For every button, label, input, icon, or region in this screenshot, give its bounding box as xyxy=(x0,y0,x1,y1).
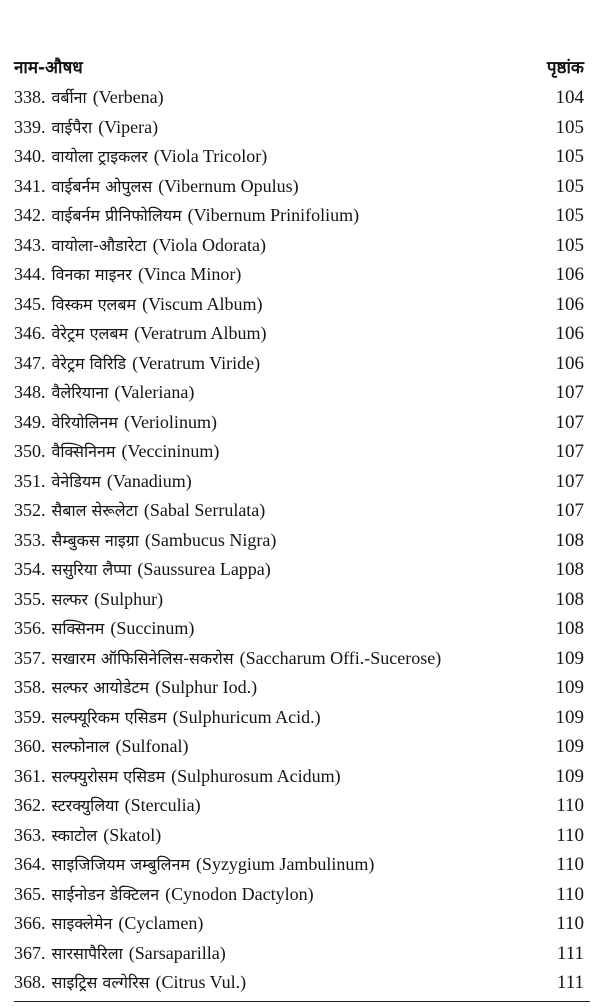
entry-number: 353. xyxy=(14,529,46,550)
entry-latin-name: (Sulfonal) xyxy=(115,736,189,756)
entry-page-number: 106 xyxy=(555,352,584,374)
entry-hindi-name: वैलेरियाना xyxy=(51,383,109,402)
entry-number: 355. xyxy=(14,588,46,609)
entry-number: 344. xyxy=(14,264,46,284)
entry-page-number: 108 xyxy=(555,618,584,639)
entry-page-number: 108 xyxy=(555,588,584,610)
entry-hindi-name: वर्बीना xyxy=(51,88,87,107)
entry-number: 348. xyxy=(14,382,46,402)
entry-hindi-name: सल्फ्यूरिकम एसिडम xyxy=(51,707,167,727)
entry-hindi-name: विस्कम एलबम xyxy=(51,294,137,314)
entry-hindi-name: सैम्बुकस नाइग्रा xyxy=(51,530,139,550)
entry-latin-name: (Saccharum Offi.-Sucerose) xyxy=(239,647,442,668)
index-entry xyxy=(14,614,584,644)
entry-page-number: 109 xyxy=(555,706,584,728)
index-entry xyxy=(14,880,584,910)
index-entry xyxy=(14,231,584,261)
entry-name xyxy=(14,762,341,792)
entry-number: 362. xyxy=(14,795,46,815)
entry-name xyxy=(14,880,314,910)
entry-hindi-name: साइक्लेमेन xyxy=(51,914,113,933)
entry-number: 352. xyxy=(14,500,46,520)
entry-name xyxy=(14,614,194,644)
entry-hindi-name: सल्फर आयोडेटम xyxy=(51,678,150,697)
index-entry xyxy=(14,378,584,408)
entry-number: 367. xyxy=(14,942,46,963)
entry-page-number: 105 xyxy=(555,116,584,138)
entry-page-number: 111 xyxy=(556,972,584,993)
entry-name xyxy=(14,496,265,526)
index-entry xyxy=(14,732,584,762)
entry-name xyxy=(14,585,163,615)
entry-hindi-name: वायोला ट्राइकलर xyxy=(51,147,148,166)
entry-latin-name: (Citrus Vul.) xyxy=(155,972,247,992)
entry-hindi-name: साईनोडन डेक्टिलन xyxy=(51,884,160,904)
entry-number: 341. xyxy=(14,175,46,196)
entry-latin-name: (Veratrum Album) xyxy=(134,323,267,343)
entry-number: 363. xyxy=(14,824,46,845)
entry-hindi-name: ससुरिया लैप्पा xyxy=(51,560,132,579)
index-entry-list xyxy=(14,83,584,998)
index-entry xyxy=(14,83,584,113)
entry-page-number: 110 xyxy=(556,854,584,875)
entry-hindi-name: सक्सिनम xyxy=(51,619,105,638)
entry-page-number: 107 xyxy=(555,382,584,403)
entry-page-number: 105 xyxy=(555,175,584,197)
entry-hindi-name: सखारम ऑफिसिनेलिस-सकरोस xyxy=(51,648,234,668)
index-entry xyxy=(14,408,584,438)
entry-name xyxy=(14,172,299,202)
index-entry xyxy=(14,526,584,556)
index-entry xyxy=(14,319,584,349)
entry-hindi-name: वेरियोलिनम xyxy=(51,412,118,432)
entry-page-number: 111 xyxy=(556,942,584,964)
index-entry xyxy=(14,850,584,880)
entry-latin-name: (Veccininum) xyxy=(121,441,220,461)
entry-number: 340. xyxy=(14,146,46,166)
entry-number: 342. xyxy=(14,205,46,225)
entry-page-number: 108 xyxy=(555,529,584,551)
entry-latin-name: (Viola Odorata) xyxy=(152,234,266,255)
entry-name xyxy=(14,703,321,733)
entry-page-number: 107 xyxy=(555,441,584,462)
entry-hindi-name: सल्फ्युरोसम एसिडम xyxy=(51,766,166,786)
index-entry xyxy=(14,142,584,172)
entry-latin-name: (Veratrum Viride) xyxy=(132,352,261,373)
entry-name xyxy=(14,555,271,585)
entry-name xyxy=(14,201,359,231)
entry-name xyxy=(14,673,257,703)
entry-page-number: 106 xyxy=(555,293,584,315)
entry-hindi-name: सैबाल सेरूलेटा xyxy=(51,501,138,520)
entry-page-number: 110 xyxy=(556,824,584,846)
index-entry xyxy=(14,703,584,733)
entry-page-number: 109 xyxy=(555,647,584,669)
entry-latin-name: (Cynodon Dactylon) xyxy=(165,883,314,904)
entry-latin-name: (Sambucus Nigra) xyxy=(144,529,277,550)
entry-page-number: 106 xyxy=(555,264,584,285)
entry-number: 343. xyxy=(14,234,46,255)
entry-page-number: 104 xyxy=(555,87,584,108)
entry-page-number: 110 xyxy=(556,795,584,816)
entry-number: 339. xyxy=(14,116,46,137)
entry-page-number: 110 xyxy=(556,913,584,934)
entry-name xyxy=(14,260,241,290)
entry-latin-name: (Veriolinum) xyxy=(123,411,217,432)
entry-number: 349. xyxy=(14,411,46,432)
entry-name xyxy=(14,821,161,851)
index-entry xyxy=(14,909,584,939)
entry-name xyxy=(14,968,246,998)
entry-hindi-name: विनका माइनर xyxy=(51,265,132,284)
entry-number: 359. xyxy=(14,706,46,727)
entry-latin-name: (Sarsaparilla) xyxy=(128,942,226,963)
index-entry xyxy=(14,555,584,585)
entry-hindi-name: वाईबर्नम प्रीनिफोलियम xyxy=(51,206,182,225)
entry-latin-name: (Viscum Album) xyxy=(142,293,263,314)
entry-latin-name: (Sulphur) xyxy=(94,588,164,609)
entry-name xyxy=(14,850,374,880)
index-entry xyxy=(14,821,584,851)
entry-name xyxy=(14,319,267,349)
index-entry xyxy=(14,791,584,821)
entry-page-number: 107 xyxy=(555,411,584,433)
index-header xyxy=(14,52,584,80)
entry-latin-name: (Vibernum Prinifolium) xyxy=(187,205,360,225)
entry-name xyxy=(14,909,203,939)
entry-hindi-name: सल्फोनाल xyxy=(51,737,110,756)
entry-hindi-name: साइजिजियम जम्बुलिनम xyxy=(51,855,190,874)
entry-name xyxy=(14,467,192,497)
index-entry xyxy=(14,113,584,143)
entry-latin-name: (Viola Tricolor) xyxy=(153,146,268,166)
entry-name xyxy=(14,644,441,674)
entry-number: 365. xyxy=(14,883,46,904)
entry-page-number: 109 xyxy=(555,677,584,698)
entry-number: 357. xyxy=(14,647,46,668)
entry-latin-name: (Sulphuricum Acid.) xyxy=(172,706,321,727)
entry-name xyxy=(14,142,267,172)
entry-latin-name: (Skatol) xyxy=(103,824,162,845)
entry-number: 351. xyxy=(14,470,46,491)
entry-name xyxy=(14,349,260,379)
index-entry xyxy=(14,349,584,379)
entry-number: 345. xyxy=(14,293,46,314)
index-entry xyxy=(14,939,584,969)
entry-number: 368. xyxy=(14,972,46,992)
entry-page-number: 110 xyxy=(556,883,584,905)
entry-latin-name: (Succinum) xyxy=(110,618,195,638)
entry-name xyxy=(14,791,201,821)
entry-hindi-name: वायोला-औडारेटा xyxy=(51,235,147,255)
entry-name xyxy=(14,408,217,438)
entry-latin-name: (Sulphurosum Acidum) xyxy=(171,765,341,786)
entry-latin-name: (Cyclamen) xyxy=(118,913,204,933)
entry-latin-name: (Sterculia) xyxy=(124,795,201,815)
entry-name xyxy=(14,939,226,969)
name-column-heading: नाम-औषध xyxy=(14,57,83,78)
entry-hindi-name: स्टरक्युलिया xyxy=(51,796,119,815)
entry-number: 358. xyxy=(14,677,46,697)
entry-page-number: 108 xyxy=(555,559,584,580)
index-entry xyxy=(14,968,584,998)
entry-latin-name: (Vinca Minor) xyxy=(137,264,242,284)
entry-page-number: 107 xyxy=(555,470,584,492)
bottom-rule xyxy=(14,1001,590,1002)
entry-latin-name: (Valeriana) xyxy=(114,382,195,402)
index-entry xyxy=(14,437,584,467)
entry-latin-name: (Vibernum Opulus) xyxy=(158,175,299,196)
entry-name xyxy=(14,113,158,143)
entry-number: 366. xyxy=(14,913,46,933)
entry-number: 354. xyxy=(14,559,46,579)
entry-latin-name: (Vanadium) xyxy=(106,470,192,491)
entry-page-number: 107 xyxy=(555,500,584,521)
entry-hindi-name: वेनेडियम xyxy=(51,471,101,491)
entry-hindi-name: वैक्सिनिनम xyxy=(51,442,116,461)
entry-page-number: 109 xyxy=(555,765,584,787)
entry-number: 338. xyxy=(14,87,46,107)
entry-name xyxy=(14,378,194,408)
entry-page-number: 105 xyxy=(555,146,584,167)
entry-number: 364. xyxy=(14,854,46,874)
entry-latin-name: (Verbena) xyxy=(92,87,164,107)
entry-page-number: 106 xyxy=(555,323,584,344)
entry-number: 350. xyxy=(14,441,46,461)
entry-page-number: 105 xyxy=(555,234,584,256)
index-entry xyxy=(14,673,584,703)
entry-hindi-name: वाईबर्नम ओपुलस xyxy=(51,176,153,196)
index-entry xyxy=(14,496,584,526)
entry-hindi-name: सल्फर xyxy=(51,589,89,609)
entry-hindi-name: वाईपैरा xyxy=(51,117,93,137)
entry-number: 346. xyxy=(14,323,46,343)
entry-name xyxy=(14,231,266,261)
entry-page-number: 109 xyxy=(555,736,584,757)
entry-name xyxy=(14,83,164,113)
entry-hindi-name: वेरेट्रम विरिडि xyxy=(51,353,127,373)
index-entry xyxy=(14,172,584,202)
index-entry xyxy=(14,467,584,497)
entry-name xyxy=(14,526,276,556)
index-entry xyxy=(14,762,584,792)
entry-latin-name: (Syzygium Jambulinum) xyxy=(195,854,375,874)
entry-hindi-name: सारसापैरिला xyxy=(51,943,123,963)
entry-number: 347. xyxy=(14,352,46,373)
entry-page-number: 105 xyxy=(555,205,584,226)
index-entry xyxy=(14,201,584,231)
page-column-heading: पृष्ठांक xyxy=(546,57,584,78)
entry-hindi-name: वेरेट्रम एलबम xyxy=(51,324,129,343)
index-entry xyxy=(14,290,584,320)
entry-hindi-name: साइट्रिस वल्गेरिस xyxy=(51,973,150,992)
entry-latin-name: (Saussurea Lappa) xyxy=(137,559,271,579)
entry-latin-name: (Sabal Serrulata) xyxy=(143,500,266,520)
entry-name xyxy=(14,290,263,320)
index-entry xyxy=(14,644,584,674)
entry-name xyxy=(14,732,189,762)
entry-hindi-name: स्काटोल xyxy=(51,825,98,845)
entry-latin-name: (Sulphur Iod.) xyxy=(155,677,258,697)
entry-number: 356. xyxy=(14,618,46,638)
index-entry xyxy=(14,260,584,290)
entry-name xyxy=(14,437,219,467)
entry-latin-name: (Vipera) xyxy=(98,116,159,137)
index-entry xyxy=(14,585,584,615)
entry-number: 361. xyxy=(14,765,46,786)
entry-number: 360. xyxy=(14,736,46,756)
